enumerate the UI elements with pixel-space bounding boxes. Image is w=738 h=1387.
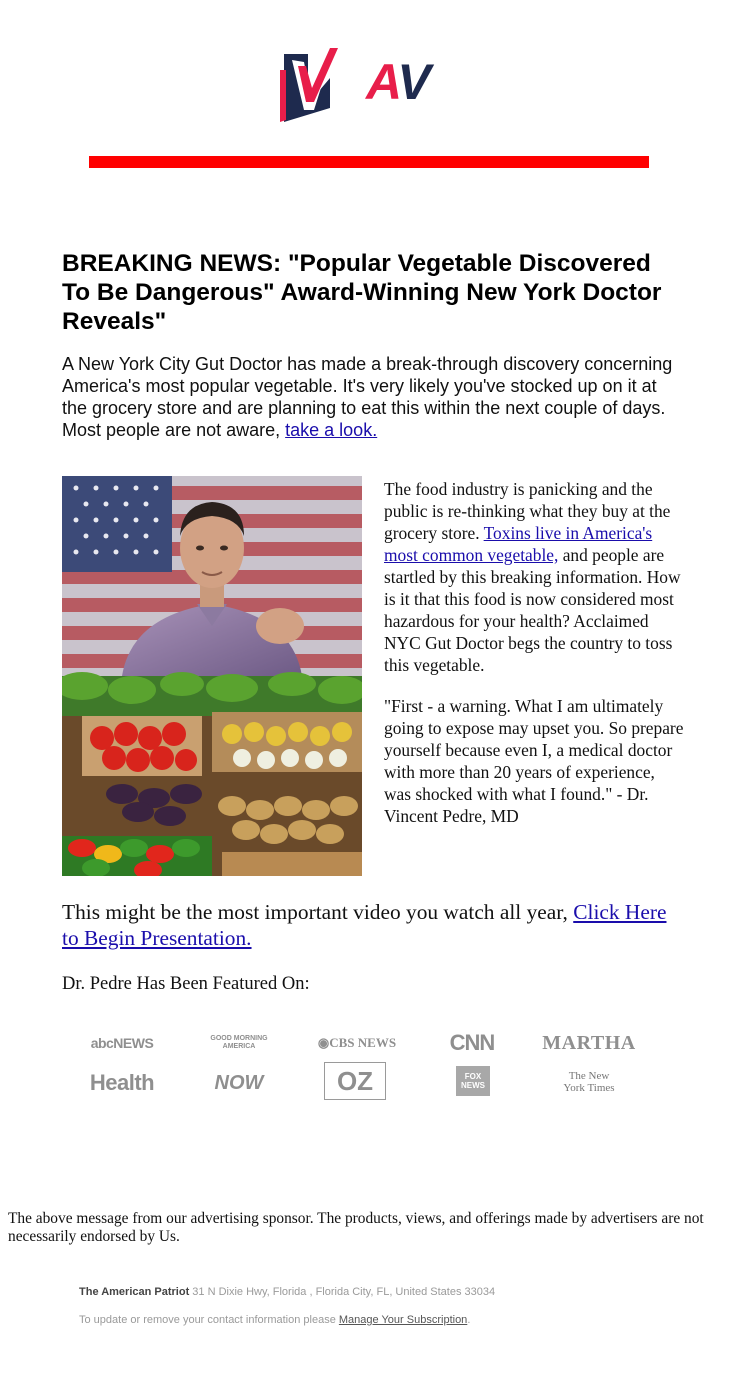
cnn-logo: CNN [449,1030,495,1055]
featured-media-logos [62,1024,652,1106]
intro-paragraph [62,353,684,441]
article-paragraph-1 [384,478,686,676]
intro-text: A New York City Gut Doctor has made a break-through discovery concerning America's most popular vegetable. It's very likely you've stocked up on it at the grocery store and are planning to eat this within the next couple of days. Most people are not aware, [62,354,673,440]
header-divider-bar [89,156,649,168]
take-a-look-link[interactable]: take a look. [285,420,378,440]
abc-now-logo: NOW [214,1071,264,1094]
footer-period: . [467,1314,471,1326]
logo-wordmark [366,54,430,110]
checkmark-ballot-icon [280,44,366,126]
footer-subscription [79,1313,470,1327]
article-photo[interactable] [62,476,362,876]
para1-text: The food industry is panicking and the public is re-thinking what they buy at the grocery store. [384,479,671,543]
begin-presentation-link[interactable]: Click Here to Begin Presentation. [62,900,667,950]
manage-subscription-link[interactable]: Manage Your Subscription [338,1314,468,1326]
article-body [384,478,686,846]
brand-logo[interactable] [280,44,460,126]
abc-news-logo: abcNEWS [90,1035,154,1051]
cta-paragraph [62,899,684,951]
advertiser-disclaimer: The above message from our advertising sponsor. The products, views, and offerings made by advertisers are not necessarily endorsed by Us. [8,1210,704,1245]
footer-update-text: To update or remove your contact information please [79,1314,339,1326]
logo-letter-v: V [397,54,430,110]
good-morning-america-logo: GOOD MORNING AMERICA [210,1035,268,1050]
footer-company-name: The American Patriot [79,1286,190,1298]
para1-text-continued: and people are startled by this breaking information. How is it that this food is now considered most hazardous for your health? Acclaimed NYC Gut Doctor begs the country to toss this vegetable. [384,545,681,675]
logo-letter-a: A [366,54,398,110]
health-logo: Health [89,1070,155,1095]
footer-address [79,1285,495,1299]
new-york-times-logo: The New York Times [563,1070,615,1094]
martha-logo: MARTHA [542,1031,636,1054]
cta-text: This might be the most important video you watch all year, [62,900,574,924]
featured-on-label: Dr. Pedre Has Been Featured On: [62,974,310,994]
dr-oz-show-logo: OZ [324,1062,386,1100]
headline: BREAKING NEWS: "Popular Vegetable Discovered To Be Dangerous" Award-Winning New York Doctor Reveals" [62,250,662,335]
cbs-news-logo: ◉CBS NEWS [317,1035,397,1050]
doctor-quote: "First - a warning. What I am ultimately going to expose may upset you. So prepare yourself because even I, a medical doctor with more than 20 years of experience, was shocked with what I found." - Dr. Vincent Pedre, MD [384,696,684,826]
toxins-link[interactable]: Toxins live in America's most common vegetable, [384,523,653,565]
fox-news-logo: FOX NEWS [456,1066,490,1096]
footer-street-address: 31 N Dixie Hwy, Florida , Florida City, FL, United States 33034 [189,1286,496,1298]
doctor-and-vegetables-image [62,476,362,876]
